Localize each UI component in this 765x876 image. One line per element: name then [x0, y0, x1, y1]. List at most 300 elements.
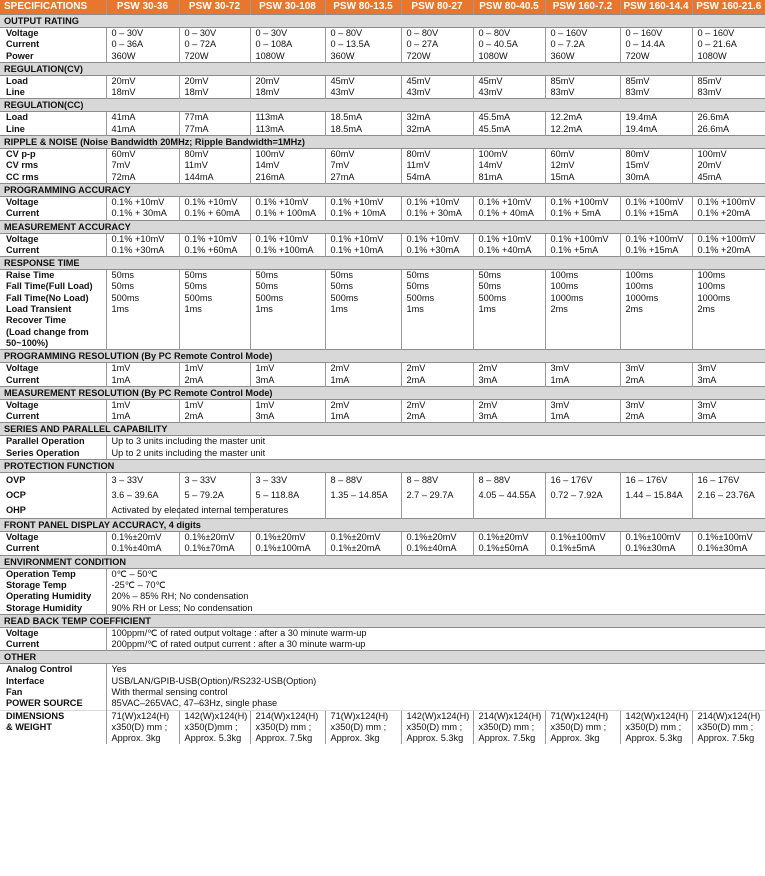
cell-value: 80mV — [625, 149, 650, 160]
cell-value: 0.1%±70mA — [184, 543, 235, 554]
section-title: PROTECTION FUNCTION — [0, 460, 765, 473]
span-cell — [106, 436, 765, 460]
value-cell — [545, 270, 620, 350]
value-cell — [179, 149, 250, 184]
span-value: -25℃ – 70℃ — [111, 579, 166, 590]
value-cell — [692, 710, 765, 744]
value-cell — [692, 399, 765, 423]
value-cell — [473, 112, 545, 136]
cell-value: 360W — [550, 50, 575, 61]
section-header-row — [0, 183, 765, 196]
cell-value: 0.1%±40mA — [111, 543, 162, 554]
value-cell — [106, 363, 179, 387]
model-header: PSW 30-108 — [250, 0, 325, 15]
cell-value: 30mA — [625, 171, 650, 182]
cell-value: 15mV — [625, 160, 650, 171]
cell-value: 0.1% +20mA — [697, 244, 751, 255]
section-header-row — [0, 257, 765, 270]
spec-row — [0, 664, 765, 710]
cell-value: 0.1%±5mA — [550, 543, 596, 554]
row-label: & WEIGHT — [6, 721, 52, 732]
value-cell — [620, 399, 692, 423]
cell-value: 100ms — [697, 281, 726, 292]
section-header-row — [0, 350, 765, 363]
value-cell — [473, 75, 545, 99]
value-cell — [620, 196, 692, 220]
cell-value: 71(W)x124(H) — [550, 710, 609, 721]
cell-value: 85mV — [697, 75, 722, 86]
row-label: Raise Time — [6, 270, 55, 281]
section-title: OUTPUT RATING — [0, 15, 765, 28]
cell-value: 43mV — [406, 87, 431, 98]
cell-value: 500ms — [184, 292, 213, 303]
value-cell — [473, 196, 545, 220]
cell-value: 0.1% +20mA — [697, 208, 751, 219]
cell-value: 7mV — [111, 160, 131, 171]
value-cell — [401, 270, 473, 350]
section-header-row — [0, 651, 765, 664]
cell-value: 0 – 80V — [406, 28, 439, 38]
cell-value: 214(W)x124(H) — [697, 710, 761, 721]
cell-value: 3mV — [550, 363, 570, 374]
cell-value: 0.1% + 30mA — [406, 208, 462, 219]
value-cell — [401, 399, 473, 423]
cell-value: 0.1%±100mV — [697, 532, 753, 543]
value-cell — [250, 28, 325, 63]
cell-value: 0.1% +100mV — [550, 233, 609, 244]
row-labels — [0, 233, 106, 257]
value-cell — [473, 532, 545, 556]
cell-value: 45mA — [697, 171, 722, 182]
cell-value: 0 – 7.2A — [550, 39, 585, 50]
cell-value: 0.1% +10mV — [406, 233, 460, 244]
spec-row — [0, 75, 765, 99]
value-cell — [545, 473, 620, 519]
row-label: Current — [6, 244, 40, 255]
cell-value: 144mA — [184, 171, 214, 182]
section-header-row — [0, 460, 765, 473]
value-cell — [106, 75, 179, 99]
cell-value: 3mA — [478, 411, 498, 422]
cell-value: 3mV — [550, 399, 570, 410]
row-labels — [0, 664, 106, 710]
cell-value: 71(W)x124(H) — [111, 710, 170, 721]
row-label: Line — [6, 87, 25, 98]
cell-value: 20mV — [184, 75, 209, 86]
cell-value: 720W — [625, 50, 650, 61]
span-cell — [106, 664, 765, 710]
cell-value: 0.1% + 5mA — [550, 208, 601, 219]
row-label: Voltage — [6, 233, 39, 244]
cell-value: 3mA — [478, 374, 498, 385]
cell-value: 0 – 160V — [625, 28, 663, 38]
value-cell — [545, 196, 620, 220]
value-cell — [250, 75, 325, 99]
cell-value: 100ms — [697, 270, 726, 281]
span-value: 0℃ – 50℃ — [111, 568, 158, 579]
row-label: CV p-p — [6, 149, 36, 160]
cell-value: 18mV — [255, 87, 280, 98]
cell-value: 45mV — [330, 75, 355, 86]
cell-value: Approx. 7.5kg — [697, 733, 755, 744]
cell-value: 1mA — [550, 411, 570, 422]
cell-value: 3mA — [697, 411, 717, 422]
value-cell — [692, 112, 765, 136]
cell-value: 18mV — [184, 87, 209, 98]
row-label: Current — [6, 39, 40, 50]
span-value: 85VAC–265VAC, 47–63Hz, single phase — [111, 698, 278, 709]
value-cell — [250, 363, 325, 387]
cell-value: 45mV — [406, 75, 431, 86]
cell-value: x350(D) mm ; — [625, 721, 682, 732]
row-label: CC rms — [6, 171, 39, 182]
value-cell — [106, 196, 179, 220]
value-cell — [106, 112, 179, 136]
row-label: Load Transient — [6, 304, 72, 315]
row-label: Series Operation — [6, 447, 80, 458]
cell-value: 0.1% +10mV — [184, 196, 238, 207]
value-cell — [325, 270, 401, 350]
cell-value: 2mV — [478, 399, 498, 410]
cell-value: 1mV — [111, 399, 131, 410]
cell-value: 0.1% +40mA — [478, 244, 532, 255]
row-label: DIMENSIONS — [6, 710, 65, 721]
ovp-value: 8 – 88V — [406, 475, 439, 486]
span-value: 20% – 85% RH; No condensation — [111, 591, 249, 602]
value-cell — [179, 363, 250, 387]
value-cell — [545, 710, 620, 744]
cell-value: 0.1% + 60mA — [184, 208, 240, 219]
span-value: Up to 3 units including the master unit — [111, 436, 266, 447]
value-cell — [179, 270, 250, 350]
cell-value: 81mA — [478, 171, 503, 182]
cell-value: 15mA — [550, 171, 575, 182]
value-cell — [473, 233, 545, 257]
cell-value: 50ms — [255, 281, 278, 292]
value-cell — [473, 710, 545, 744]
cell-value: 0.1%±50mA — [478, 543, 529, 554]
row-labels — [0, 473, 106, 519]
cell-value: 1080W — [697, 50, 727, 61]
section-header-row — [0, 136, 765, 149]
cell-value: 45.5mA — [478, 123, 511, 134]
row-label: 50~100%) — [6, 337, 49, 348]
cell-value: 0 – 30V — [184, 28, 217, 38]
value-cell — [692, 196, 765, 220]
model-header: PSW 160-14.4 — [620, 0, 692, 15]
value-cell — [401, 149, 473, 184]
cell-value: 500ms — [330, 292, 359, 303]
row-label: CV rms — [6, 160, 39, 171]
cell-value: 60mV — [550, 149, 575, 160]
value-cell — [106, 399, 179, 423]
cell-value: 0.1%±100mV — [625, 532, 681, 543]
cell-value: 1mV — [184, 363, 204, 374]
cell-value: 100ms — [550, 270, 579, 281]
row-label: Storage Temp — [6, 579, 67, 590]
ocp-value: 1.44 – 15.84A — [625, 490, 683, 501]
model-header: PSW 80-13.5 — [325, 0, 401, 15]
spec-row — [0, 710, 765, 744]
cell-value: 2mV — [330, 363, 350, 374]
cell-value: 60mV — [330, 149, 355, 160]
cell-value: 27mA — [330, 171, 355, 182]
section-title: MEASUREMENT RESOLUTION (By PC Remote Control Mode) — [0, 386, 765, 399]
value-cell — [545, 233, 620, 257]
cell-value: 0.1% +10mV — [478, 233, 532, 244]
cell-value: 7mV — [330, 160, 350, 171]
value-cell — [692, 270, 765, 350]
row-label: Fan — [6, 686, 23, 697]
section-title: REGULATION(CC) — [0, 99, 765, 112]
cell-value: 214(W)x124(H) — [255, 710, 319, 721]
value-cell — [620, 112, 692, 136]
cell-value: 2mV — [406, 363, 426, 374]
value-cell — [179, 233, 250, 257]
cell-value: 50ms — [111, 270, 134, 281]
spec-row — [0, 270, 765, 350]
cell-value: 100ms — [625, 270, 654, 281]
cell-value: 77mA — [184, 112, 209, 123]
cell-value: 0.1% +10mV — [406, 196, 460, 207]
cell-value: 0.1%±20mV — [406, 532, 457, 543]
cell-value: 0.1%±20mV — [255, 532, 306, 543]
cell-value: 83mV — [697, 87, 722, 98]
cell-value: 85mV — [550, 75, 575, 86]
row-label: Power — [6, 50, 34, 61]
span-value: Up to 2 units including the master unit — [111, 447, 266, 458]
cell-value: 1mV — [255, 399, 275, 410]
ohp-value: Activated by elecated internal temperatures — [111, 505, 289, 516]
value-cell — [179, 710, 250, 744]
cell-value: 3mA — [697, 374, 717, 385]
row-label: Current — [6, 208, 40, 219]
section-title: PROGRAMMING ACCURACY — [0, 183, 765, 196]
cell-value: 3mV — [625, 363, 645, 374]
cell-value: 0 – 36A — [111, 39, 144, 50]
section-header-row — [0, 614, 765, 627]
cell-value: 0.1% +10mV — [111, 233, 165, 244]
value-cell — [545, 149, 620, 184]
value-cell — [620, 363, 692, 387]
cell-value: 0.1% +10mV — [330, 196, 384, 207]
cell-value: 0.1% +100mV — [697, 233, 756, 244]
spec-row — [0, 436, 765, 460]
row-label: Current — [6, 543, 40, 554]
cell-value: 2mA — [406, 374, 426, 385]
spec-row — [0, 399, 765, 423]
cell-value: 14mV — [255, 160, 280, 171]
cell-value: 500ms — [478, 292, 507, 303]
cell-value: 1ms — [330, 304, 348, 315]
value-cell — [250, 710, 325, 744]
row-label: Operating Humidity — [6, 591, 92, 602]
cell-value: 11mV — [184, 160, 208, 171]
row-label: Load — [6, 75, 28, 86]
cell-value: 20mV — [111, 75, 136, 86]
spec-row — [0, 363, 765, 387]
value-cell — [401, 363, 473, 387]
spec-row — [0, 112, 765, 136]
cell-value: 50ms — [111, 281, 134, 292]
spec-row — [0, 28, 765, 63]
cell-value: 2mV — [406, 399, 426, 410]
cell-value: 0 – 13.5A — [330, 39, 370, 50]
cell-value: 1mA — [550, 374, 570, 385]
row-label: Operation Temp — [6, 568, 76, 579]
cell-value: 1ms — [255, 304, 273, 315]
cell-value: 142(W)x124(H) — [406, 710, 470, 721]
ocp-value: 4.05 – 44.55A — [478, 490, 536, 501]
span-cell — [106, 627, 765, 651]
cell-value: 54mA — [406, 171, 431, 182]
value-cell — [325, 149, 401, 184]
value-cell — [325, 28, 401, 63]
section-title: FRONT PANEL DISPLAY ACCURACY, 4 digits — [0, 519, 765, 532]
cell-value: x350(D) mm ; — [406, 721, 463, 732]
section-title: READ BACK TEMP COEFFICIENT — [0, 614, 765, 627]
row-labels — [0, 28, 106, 63]
cell-value: x350(D) mm ; — [330, 721, 387, 732]
cell-value: 0 – 80V — [478, 28, 511, 38]
spec-row — [0, 532, 765, 556]
row-label: Voltage — [6, 28, 39, 38]
model-header: PSW 30-36 — [106, 0, 179, 15]
value-cell — [179, 399, 250, 423]
ocp-value: 2.16 – 23.76A — [697, 490, 755, 501]
cell-value: 0 – 160V — [550, 28, 588, 38]
section-header-row — [0, 386, 765, 399]
cell-value: 2mV — [330, 399, 350, 410]
section-header-row — [0, 555, 765, 568]
spec-row — [0, 233, 765, 257]
value-cell — [620, 28, 692, 63]
model-header: PSW 80-40.5 — [473, 0, 545, 15]
cell-value: 0.1% +5mA — [550, 244, 599, 255]
cell-value: 0.1% +10mV — [184, 233, 238, 244]
cell-value: 0.1%±100mA — [255, 543, 311, 554]
value-cell — [250, 399, 325, 423]
span-value: With thermal sensing control — [111, 686, 228, 697]
span-cell — [106, 568, 765, 614]
value-cell — [106, 233, 179, 257]
cell-value: 0.1% + 100mA — [255, 208, 317, 219]
cell-value: 2mA — [406, 411, 426, 422]
cell-value: 0.1% +10mV — [255, 196, 309, 207]
row-labels — [0, 270, 106, 350]
cell-value: 0 – 80V — [330, 28, 363, 38]
value-cell — [545, 28, 620, 63]
cell-value: 0.1% +100mV — [625, 196, 684, 207]
cell-value: 0 – 160V — [697, 28, 735, 38]
row-label: Parallel Operation — [6, 436, 85, 447]
cell-value: 0 – 30V — [255, 28, 288, 38]
value-cell — [473, 149, 545, 184]
cell-value: 100mV — [255, 149, 285, 160]
row-label: POWER SOURCE — [6, 698, 83, 709]
cell-value: 2mA — [625, 411, 645, 422]
cell-value: x350(D) mm ; — [478, 721, 535, 732]
cell-value: 360W — [111, 50, 136, 61]
cell-value: 41mA — [111, 123, 136, 134]
model-header: PSW 160-7.2 — [545, 0, 620, 15]
value-cell — [179, 532, 250, 556]
row-label: Voltage — [6, 196, 39, 207]
cell-value: 1080W — [478, 50, 508, 61]
row-label: Voltage — [6, 532, 39, 543]
cell-value: 60mV — [111, 149, 136, 160]
header-row — [0, 0, 765, 15]
cell-value: 1mA — [330, 374, 350, 385]
row-label: Current — [6, 639, 40, 650]
cell-value: 2mA — [184, 411, 204, 422]
cell-value: 71(W)x124(H) — [330, 710, 389, 721]
span-value: 200ppm/℃ of rated output current : after a 30 minute warm-up — [111, 639, 366, 650]
cell-value: 0.1% +60mA — [184, 244, 238, 255]
cell-value: Approx. 3kg — [550, 733, 600, 744]
value-cell — [325, 196, 401, 220]
cell-value: 26.6mA — [697, 112, 730, 123]
row-label: Fall Time(No Load) — [6, 292, 89, 303]
row-labels — [0, 532, 106, 556]
cell-value: 0 – 27A — [406, 39, 439, 50]
cell-value: 0 – 21.6A — [697, 39, 737, 50]
cell-value: 1ms — [406, 304, 424, 315]
cell-value: Approx. 7.5kg — [478, 733, 536, 744]
cell-value: 3mV — [697, 399, 717, 410]
cell-value: 142(W)x124(H) — [625, 710, 689, 721]
cell-value: 0 – 72A — [184, 39, 217, 50]
cell-value: 0.1%±40mA — [406, 543, 457, 554]
model-header: PSW 80-27 — [401, 0, 473, 15]
cell-value: 0.1%±20mV — [111, 532, 162, 543]
span-value: USB/LAN/GPIB-USB(Option)/RS232-USB(Option) — [111, 675, 317, 686]
section-title: MEASUREMENT ACCURACY — [0, 220, 765, 233]
cell-value: 3mA — [255, 374, 275, 385]
cell-value: 1mV — [255, 363, 275, 374]
cell-value: 50ms — [255, 270, 278, 281]
protection-row — [0, 473, 765, 519]
row-labels — [0, 399, 106, 423]
cell-value: 0.1% +10mV — [478, 196, 532, 207]
value-cell — [545, 75, 620, 99]
cell-value: 1ms — [184, 304, 202, 315]
cell-value: 100mV — [697, 149, 727, 160]
cell-value: 26.6mA — [697, 123, 730, 134]
cell-value: 1mA — [111, 411, 131, 422]
value-cell — [620, 233, 692, 257]
cell-value: Approx. 5.3kg — [184, 733, 242, 744]
value-cell — [179, 196, 250, 220]
spec-row — [0, 627, 765, 651]
cell-value: x350(D) mm ; — [255, 721, 312, 732]
value-cell — [250, 149, 325, 184]
cell-value: 80mV — [406, 149, 431, 160]
row-label: Recover Time — [6, 315, 67, 326]
ocp-value: 5 – 79.2A — [184, 490, 224, 501]
row-label: Analog Control — [6, 664, 73, 675]
cell-value: 0.1% +100mA — [255, 244, 314, 255]
value-cell — [106, 710, 179, 744]
row-label: OVP — [6, 475, 26, 486]
cell-value: 0.1% +30mA — [406, 244, 460, 255]
value-cell — [620, 710, 692, 744]
value-cell — [473, 473, 545, 519]
cell-value: 500ms — [255, 292, 284, 303]
value-cell — [325, 363, 401, 387]
cell-value: 100ms — [550, 281, 579, 292]
value-cell — [401, 196, 473, 220]
